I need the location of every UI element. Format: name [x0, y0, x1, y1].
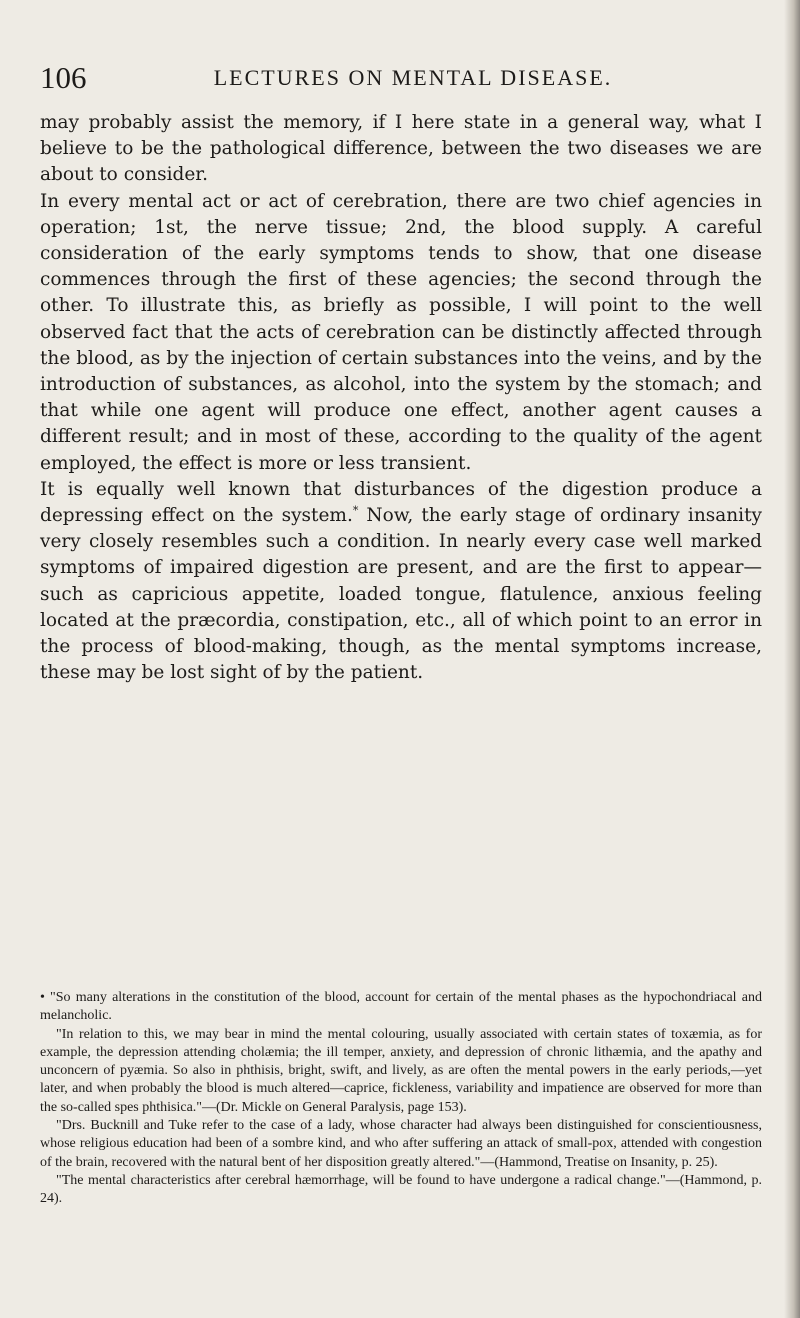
page-header	[40, 58, 740, 98]
footnote-bullet: •	[40, 990, 45, 1005]
footnotes	[40, 989, 762, 1209]
paragraph-2: In every mental act or act of cerebration, there are two chief agencies in operation; 1st, the nerve tissue; 2nd, the blood supply. A careful consideration of the early symptoms tends to show, that one disease commences through the first of these agencies; the second through the other. To illustrate this, as briefly as possible, I will point to the well observed fact that the acts of cerebration can be distinctly affected through the blood, as by the injection of certain substances into the veins, and by the introduction of substances, as alcohol, into the system by the stomach; and that while one agent will produce one effect, another agent causes a different result; and in most of these, according to the quality of the agent employed, the effect is more or less transient.	[40, 190, 762, 474]
footnote-1	[40, 989, 762, 1026]
page-number: 106	[40, 60, 87, 95]
paragraph-3	[40, 477, 762, 687]
page-binding-edge	[784, 0, 800, 1318]
paragraph-1: may probably assist the memory, if I here state in a general way, what I believe to be the pathological difference, between the two diseases we are about to consider.	[40, 112, 762, 186]
running-head: LECTURES ON MENTAL DISEASE.	[213, 65, 613, 90]
footnote-4: "The mental characteristics after cerebral hæmorrhage, will be found to have undergone a radical change."—(Hammond, p. 24).	[40, 1172, 762, 1207]
footnote-2: "In relation to this, we may bear in mind the mental colouring, usually associated with certain states of toxæmia, as for example, the depression attending cholæmia; the ill temper, anxiety, and depression of chronic lithæmia, and the apathy and unconcern of pyæmia. So also in phthisis, bright, swift, and lively, as are often the mental powers in the early periods,—yet later, and when probably the blood is much altered—caprice, fickleness, variability and impatience are observed for more than the so-called spes phthisica."—(Dr. Mickle on General Paralysis, page 153).	[40, 1026, 762, 1115]
footnote-1-text: "So many alterations in the constitution of the blood, account for certain of the mental phases as the hypochondriacal and melancholic.	[40, 990, 762, 1024]
paragraph-3-text: It is equally well known that disturbances of the digestion produce a depressing effect on the system.	[40, 478, 762, 527]
footnote-marker: *	[352, 503, 359, 517]
footnote-3: "Drs. Bucknill and Tuke refer to the case of a lady, whose character had always been distinguished for conscientiousness, whose religious education had been of a sombre kind, and who after suffering an attack of small-pox, attended with congestion of the brain, recovered with the natural bent of her disposition greatly altered."—(Hammond, Treatise on Insanity, p. 25).	[40, 1118, 762, 1170]
paragraph-3-continuation: Now, the early stage of ordinary insanity very closely resembles such a condition. In nearly every case well marked symptoms of impaired digestion are present, and are the first to appear—such as capricious appetite, loaded tongue, flatulence, anxious feeling located at the præcordia, constipation, etc., all of which point to an error in the process of blood-making, though, as the mental symptoms increase, these may be lost sight of by the patient.	[40, 505, 762, 684]
main-text	[40, 110, 762, 686]
